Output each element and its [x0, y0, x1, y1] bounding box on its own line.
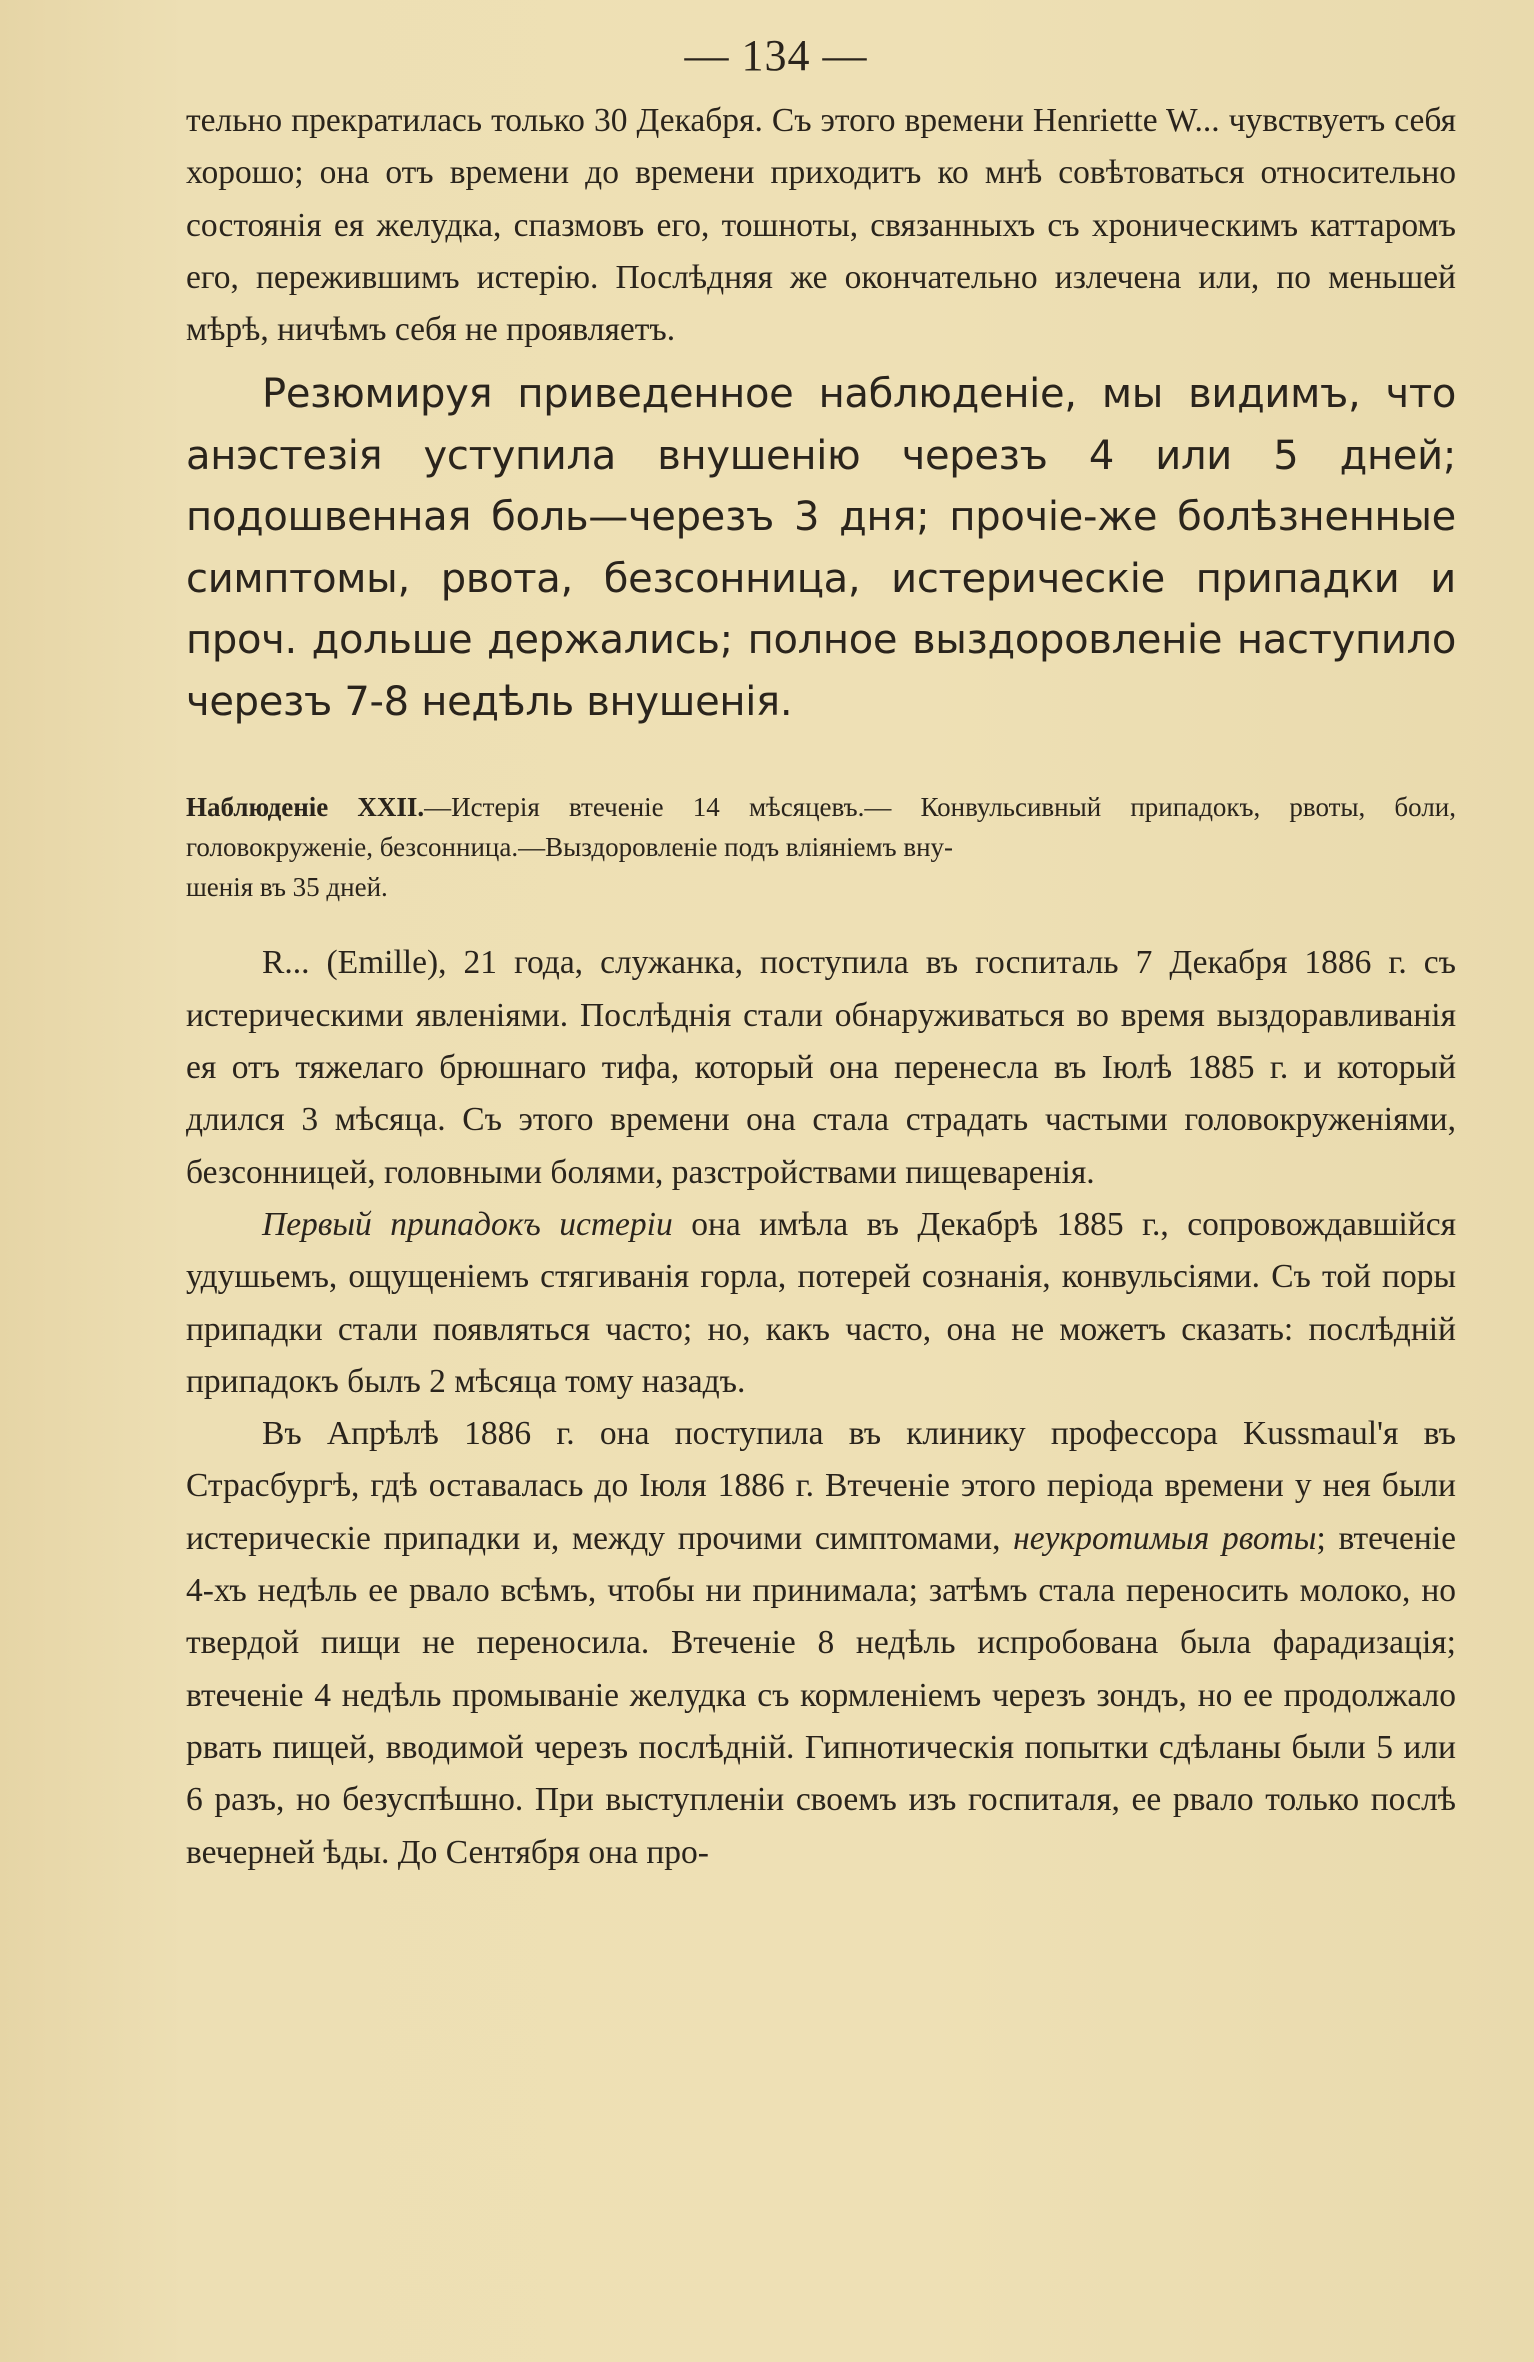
italic-phrase-vomiting: неукротимыя рвоты [1013, 1519, 1317, 1557]
case-paragraph-clinic [186, 1408, 1456, 1879]
observation-heading [186, 787, 1456, 907]
paragraph-continuation: тельно прекратилась только 30 Декабря. Съ этого времени Henriette W... чувствуетъ себя хорошо; она отъ времени до времени приходитъ ко мнѣ совѣтоваться относительно состоянія ея желудка, спазмовъ его, тошноты, связанныхъ съ хроническимъ каттаромъ его, пережившимъ истерію. Послѣдняя же окончательно излечена или, по меньшей мѣрѣ, ничѣмъ себя не проявляетъ. [186, 102, 1456, 349]
case-paragraph-intro: R... (Emille), 21 года, служанка, поступила въ госпиталь 7 Декабря 1886 г. съ истерическими явленіями. Послѣднія стали обнаруживаться во время выздоравливанія ея отъ тяжелаго брюшнаго тифа, который она перенесла въ Іюлѣ 1885 г. и который длился 3 мѣсяца. Съ этого времени она стала страдать частыми головокруженіями, безсонницей, головными болями, разстройствами пищеваренія. [186, 944, 1456, 1191]
case-paragraph-first-attack-text: она имѣла въ Декабрѣ 1885 г., сопровождавшійся удушьемъ, ощущеніемъ стягиванія горла, потерей сознанія, конвульсіями. Съ той поры припадки стали появляться часто; но, какъ часто, она не можетъ сказать: послѣдній припадокъ былъ 2 мѣсяца тому назадъ. [186, 1205, 1456, 1400]
observation-description: —Истерія втеченіе 14 мѣсяцевъ.— Конвульсивный припадокъ, рвоты, боли, головокруженіе, безсонница.—Выздоровленіе подъ вліяніемъ вну- [186, 792, 1456, 863]
case-paragraph-clinic-text-a: Въ Апрѣлѣ 1886 г. она поступила въ клинику профессора Kussmaul'я въ Страсбургѣ, гдѣ оставалась до Іюля 1886 г. Втеченіе этого періода времени у нея были истерическіе припадки и, между прочими симптомами, [186, 1415, 1456, 1557]
case-paragraph-first-attack [186, 1199, 1456, 1408]
case-paragraph-clinic-text-b: ; втеченіе 4-хъ недѣль ее рвало всѣмъ, чтобы ни принимала; затѣмъ стала переносить молоко, но твердой пищи не переносила. Втеченіе 8 недѣль испробована была фарадизація; втеченіе 4 недѣль промываніе желудка съ кормленіемъ черезъ зондъ, но ее продолжало рвать пищей, вводимой черезъ послѣдній. Гипнотическія попытки сдѣланы были 5 или 6 разъ, но безуспѣшно. При выступленіи своемъ изъ госпиталя, ее рвало только послѣ вечерней ѣды. До Сентября она про- [186, 1519, 1456, 1871]
observation-description-end: шенія въ 35 дней. [186, 872, 388, 903]
observation-label: Наблюденіе XXII. [186, 792, 425, 823]
page-number: — 134 — [684, 31, 868, 80]
summary-paragraph: Резюмируя приведенное наблюденіе, мы видимъ, что анэстезія уступила внушенію черезъ 4 или 5 дней; подошвенная боль—черезъ 3 дня; прочіе-же болѣзненные симптомы, рвота, безсонница, истерическіе припадки и проч. дольше держались; полное выздоровленіе наступило черезъ 7-8 недѣль внушенія. [186, 371, 1456, 725]
italic-phrase-first-attack: Первый припадокъ истеріи [262, 1205, 673, 1243]
